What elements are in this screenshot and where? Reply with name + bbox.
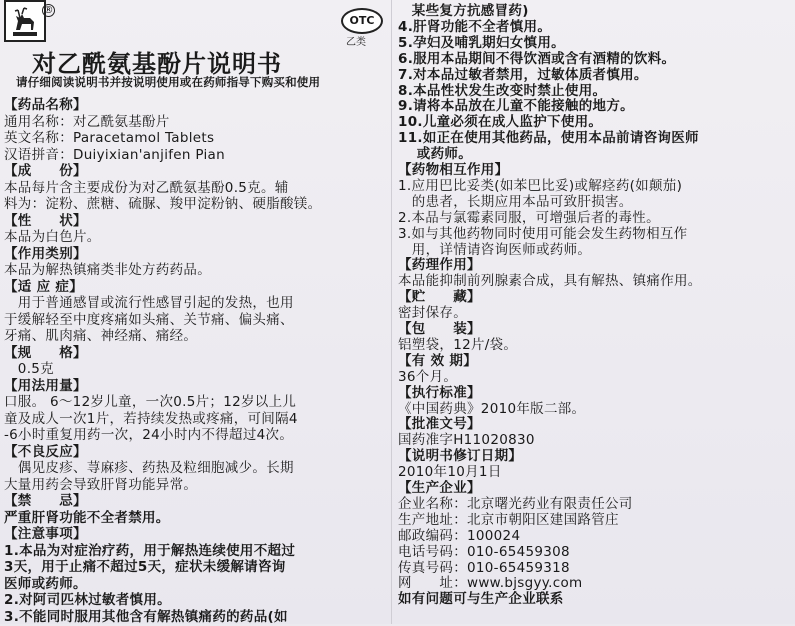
text-line: 口服。 6～12岁儿童，一次0.5片；12岁以上儿 (4, 394, 297, 410)
text-line: 《中国药典》2010年版二部。 (398, 400, 586, 417)
text-line: 牙痛、肌肉痛、神经痛、痛经。 (4, 328, 198, 344)
text-line: 3.不能同时服用其他含有解热镇痛药的药品(如 (4, 608, 288, 625)
section-heading: 【包 装】 (398, 321, 481, 337)
text-line: 8.本品性状发生改变时禁止使用。 (398, 82, 607, 99)
deer-logo-icon (8, 4, 42, 38)
text-line: 36个月。 (398, 368, 458, 385)
text-line: 企业名称：北京曙光药业有限责任公司 (398, 495, 633, 512)
text-line: 铝塑袋，12片/袋。 (398, 336, 518, 353)
text-line: 大量用药会导致肝肾功能异常。 (4, 476, 198, 493)
text-line: 4.肝肾功能不全者慎用。 (398, 18, 552, 35)
text-line: 偶见皮疹、荨麻疹、药热及粒细胞减少。长期 (4, 460, 294, 476)
text-line: 于缓解轻至中度疼痛如头痛、关节痛、偏头痛、 (4, 311, 294, 328)
category-label: 乙类 (346, 37, 366, 48)
section-heading: 【成 份】 (4, 163, 87, 179)
text-line: 生产地址：北京市朝阳区建国路管庄 (398, 511, 619, 528)
text-line: 本品为白色片。 (4, 229, 101, 245)
section-heading: 【有 效 期】 (398, 352, 477, 369)
otc-badge: OTC (341, 8, 383, 34)
text-line: 1.本品为对症治疗药，用于解热连续使用不超过 (4, 542, 296, 559)
text-line: 本品能抑制前列腺素合成，具有解热、镇痛作用。 (398, 273, 702, 290)
text-line: 10.儿童必须在成人监护下使用。 (398, 114, 603, 131)
text-line: 本品每片含主要成份为对乙酰氨基酚0.5克。辅 (4, 179, 289, 196)
text-line: 童及成人一次1片，若持续发热或疼痛，可间隔4 (4, 410, 298, 427)
text-line: 传真号码：010-65459318 (398, 559, 570, 576)
column-divider (391, 0, 392, 624)
text-line: 用于普通感冒或流行性感冒引起的发热，也用 (4, 295, 294, 311)
section-heading: 【禁 忌】 (4, 493, 87, 509)
text-line: 汉语拼音：Duiyixian'anjifen Pian (4, 146, 225, 163)
section-heading: 【贮 藏】 (398, 289, 481, 306)
text-line: 邮政编码：100024 (398, 527, 521, 544)
section-heading: 【作用类别】 (4, 245, 87, 262)
page-subtitle: 请仔细阅读说明书并按说明使用或在药师指导下购买和使用 (16, 75, 321, 89)
section-heading: 【药物相互作用】 (398, 162, 509, 178)
text-line: 国药准字H11020830 (398, 432, 535, 449)
text-line: -6小时重复用药一次，24小时内不得超过4次。 (4, 427, 294, 443)
text-line: 2.本品与氯霉素同服，可增强后者的毒性。 (398, 209, 660, 226)
text-line: 料为：淀粉、蔗糖、硫脲、羧甲淀粉钠、硬脂酸镁。 (4, 196, 322, 212)
section-heading: 【适 应 症】 (4, 278, 83, 295)
company-logo (4, 0, 46, 42)
text-line: 医师或药师。 (4, 575, 87, 592)
section-heading: 【注意事项】 (4, 526, 87, 542)
text-line: 7.对本品过敏者禁用，过敏体质者慎用。 (398, 66, 648, 83)
section-heading: 【规 格】 (4, 344, 87, 361)
text-line: 电话号码：010-65459308 (398, 543, 570, 560)
section-heading: 【性 状】 (4, 212, 87, 229)
text-line: 用，详情请咨询医师或药师。 (398, 241, 592, 258)
text-line: 0.5克 (4, 361, 54, 377)
text-line: 3天，用于止痛不超过5天，症状未缓解请咨询 (4, 559, 286, 575)
text-line: 11.如正在使用其他药品，使用本品前请咨询医师 (398, 130, 699, 147)
text-line: 如有问题可与生产企业联系 (398, 591, 564, 608)
section-heading: 【药品名称】 (4, 97, 87, 113)
text-line: 通用名称：对乙酰氨基酚片 (4, 113, 170, 130)
section-heading: 【药理作用】 (398, 257, 481, 274)
text-line: 严重肝肾功能不全者禁用。 (4, 509, 170, 526)
text-line: 的患者，长期应用本品可致肝损害。 (398, 193, 633, 210)
text-line: 3.如与其他药物同时使用可能会发生药物相互作 (398, 225, 688, 242)
section-heading: 【生产企业】 (398, 480, 481, 496)
section-heading: 【批准文号】 (398, 416, 481, 433)
text-line: 英文名称：Paracetamol Tablets (4, 130, 215, 146)
text-line: 9.请将本品放在儿童不能接触的地方。 (398, 98, 634, 115)
page-title: 对乙酰氨基酚片说明书 (32, 49, 282, 78)
text-line: 某些复方抗感冒药) (398, 3, 529, 19)
text-line: 6.服用本品期间不得饮酒或含有酒精的饮料。 (398, 50, 676, 67)
section-heading: 【执行标准】 (398, 384, 481, 401)
text-line: 本品为解热镇痛类非处方药药品。 (4, 262, 211, 278)
text-line: 或药师。 (398, 146, 472, 163)
registered-mark-icon: ® (43, 5, 54, 16)
section-heading: 【不良反应】 (4, 443, 87, 460)
text-line: 网 址：www.bjsgyy.com (398, 575, 583, 592)
text-line: 2.对阿司匹林过敏者慎用。 (4, 592, 171, 608)
text-line: 1.应用巴比妥类(如苯巴比妥)或解痉药(如颠茄) (398, 177, 683, 194)
section-heading: 【说明书修订日期】 (398, 448, 523, 465)
section-heading: 【用法用量】 (4, 377, 87, 394)
text-line: 5.孕妇及哺乳期妇女慎用。 (398, 34, 565, 51)
text-line: 2010年10月1日 (398, 464, 502, 481)
text-line: 密封保存。 (398, 305, 467, 322)
